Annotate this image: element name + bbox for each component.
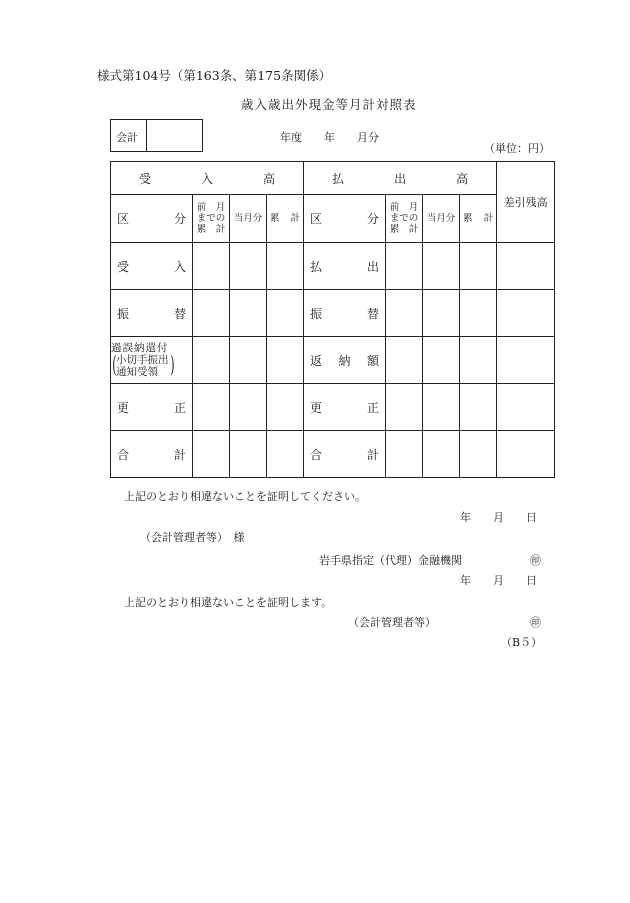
payments-header: 払 出 高 — [304, 162, 497, 195]
payment-current-month-header: 当月分 — [423, 195, 460, 243]
manager-signatory: （会計管理者等） — [348, 616, 436, 629]
row-label-transfer-in: 振 替 — [111, 290, 193, 337]
row-label-receipt: 受 入 — [111, 243, 193, 290]
paper-size: （B５） — [501, 636, 543, 649]
bank-name: 岩手県指定（代理）金融機関 — [319, 554, 462, 567]
account-label: 会計 — [116, 131, 138, 144]
row-label-total-in: 合 計 — [111, 431, 193, 478]
row-label-transfer-out: 振 替 — [304, 290, 386, 337]
seal-icon: ㊞ — [530, 554, 541, 567]
account-box — [110, 119, 203, 152]
receipt-category-header: 区 分 — [111, 195, 193, 243]
receipt-current-month-header: 当月分 — [230, 195, 267, 243]
payment-cumulative-header: 累 計 — [460, 195, 497, 243]
payment-category-header: 区 分 — [304, 195, 386, 243]
table-row — [111, 384, 555, 431]
form-number: 様式第104号（第163条、第175条関係） — [97, 68, 332, 83]
date-line-1: 年 月 日 — [460, 511, 537, 524]
manager-addressee: （会計管理者等） 様 — [140, 531, 245, 544]
fiscal-year-month: 年度 年 月分 — [280, 131, 379, 144]
receipt-cumulative-header: 累 計 — [267, 195, 304, 243]
receipts-header: 受 入 高 — [111, 162, 304, 195]
certify-request-text: 上記のとおり相違ないことを証明してください。 — [124, 490, 366, 503]
row-label-total-out: 合 計 — [304, 431, 386, 478]
date-line-2: 年 月 日 — [460, 574, 537, 587]
table-row — [111, 243, 555, 290]
unit-label: （単位：円） — [484, 142, 550, 155]
row-label-correction-in: 更 正 — [111, 384, 193, 431]
balance-header: 差引残高 — [497, 162, 555, 243]
monthly-comparison-table — [110, 161, 555, 478]
certify-text: 上記のとおり相違ないことを証明します。 — [124, 596, 333, 609]
table-row — [111, 290, 555, 337]
row-label-refund: 過誤納還付 ( 小切手振出 通知受領 ) — [111, 337, 193, 384]
row-label-correction-out: 更 正 — [304, 384, 386, 431]
table-row — [111, 431, 555, 478]
receipt-prev-cumulative-header: 前 月 までの 累 計 — [193, 195, 230, 243]
table-row — [111, 337, 555, 384]
seal-icon: ㊞ — [530, 616, 541, 629]
row-label-payment: 払 出 — [304, 243, 386, 290]
payment-prev-cumulative-header: 前 月 までの 累 計 — [386, 195, 423, 243]
page-title: 歳入歳出外現金等月計対照表 — [241, 97, 417, 112]
row-label-return-amount: 返 納 額 — [304, 337, 386, 384]
